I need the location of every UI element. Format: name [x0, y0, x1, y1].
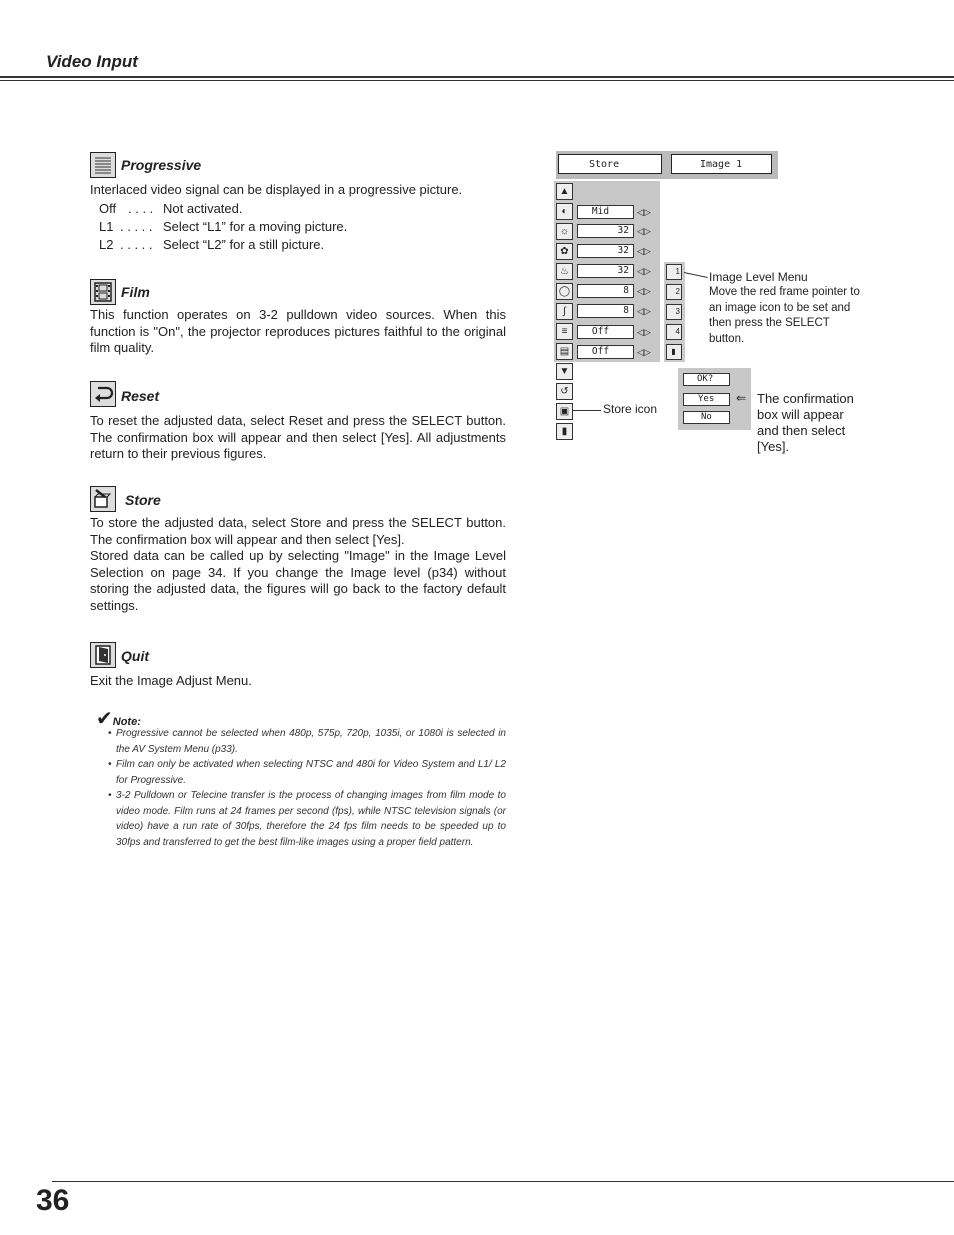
quit-title: Quit [121, 648, 149, 664]
progressive-option-l2-desc: Select “L2” for a still picture. [163, 237, 325, 252]
bullet-icon: • [108, 728, 112, 739]
progressive-title: Progressive [121, 157, 202, 173]
down-arrow-icon[interactable]: ▼ [556, 363, 573, 380]
confirmation-callout: The confirmation box will appear and then select [Yes]. [757, 391, 854, 454]
osd-value-field: Off [577, 345, 634, 359]
osd-top-bar [556, 151, 778, 179]
osd-value-field: 32 [577, 244, 634, 258]
film-title: Film [121, 284, 150, 300]
pointer-arrow-icon: ⇐ [736, 391, 747, 405]
progressive-option-l2-key: L2 [99, 237, 114, 252]
brightness-icon[interactable]: ☼ [556, 223, 573, 240]
progressive-option-off-key: Off [99, 201, 117, 216]
reset-icon[interactable]: ↺ [556, 383, 573, 400]
header-rule-thin [0, 80, 954, 81]
note-item-text: Progressive cannot be selected when 480p, 575p, 720p, 1035i, or 1080i is selected in the AV System Menu (p33). [116, 728, 506, 755]
progressive-option-l1-dots: . . . . . [120, 219, 153, 234]
osd-value-field: 8 [577, 284, 634, 298]
image-level-callout-title: Image Level Menu [709, 270, 808, 284]
progressive-icon[interactable]: ≡ [556, 323, 573, 340]
image-level-3-icon[interactable]: 3 [666, 304, 682, 320]
note-label: Note: [112, 716, 141, 728]
film-description: This function operates on 3-2 pulldown video sources. When this function is "On", the projector reproduces pictures faithful to the original film quality. [90, 307, 506, 355]
osd-value-field: 32 [577, 264, 634, 278]
progressive-option-off-dots: . . . . [128, 201, 154, 216]
adjust-arrows-icon[interactable]: ◁▷ [637, 246, 651, 256]
store-icon [90, 486, 116, 512]
adjust-arrows-icon[interactable]: ◁▷ [637, 226, 651, 236]
note-item-text: Film can only be activated when selecting NTSC and 480i for Video System and L1/ L2 for Progressive. [116, 759, 506, 786]
reset-description: To reset the adjusted data, select Reset and press the SELECT button. The confirmation box will appear and then select [Yes]. All adjustments return to their previous figures. [90, 413, 506, 461]
store-description-1: To store the adjusted data, select Store and press the SELECT button. The confirmation box will appear and then select [Yes]. [90, 515, 506, 547]
osd-value-field: Off [577, 325, 634, 339]
osd-value-field: 32 [577, 224, 634, 238]
reset-icon [90, 381, 116, 407]
footer-rule [52, 1181, 954, 1182]
page-header-title: Video Input [46, 52, 138, 71]
progressive-icon [90, 152, 116, 178]
adjust-arrows-icon[interactable]: ◁▷ [637, 207, 651, 217]
osd-store-button[interactable]: Store [558, 154, 662, 174]
up-arrow-icon[interactable]: ▲ [556, 183, 573, 200]
store-description-2: Stored data can be called up by selecting "Image" in the Image Level Selection on page 34. If you change the Image level (p34) without storing the adjusted data, the figures will go back to the factory default settings. [90, 548, 506, 613]
tint-icon[interactable]: ♨ [556, 263, 573, 280]
progressive-option-l1-key: L1 [99, 219, 114, 234]
image-level-callout-text: Move the red frame pointer to an image icon to be set and then press the SELECT button. [709, 286, 860, 345]
note-item [108, 788, 506, 850]
quit-description: Exit the Image Adjust Menu. [90, 673, 252, 688]
white-balance-icon[interactable]: ◯ [556, 283, 573, 300]
image-level-2-icon[interactable]: 2 [666, 284, 682, 300]
confirm-no-button[interactable]: No [683, 411, 730, 424]
note-item [108, 757, 506, 788]
adjust-arrows-icon[interactable]: ◁▷ [637, 286, 651, 296]
note-item-text: 3-2 Pulldown or Telecine transfer is the process of changing images from film mode to video mode. Film runs at 24 frames per second (fps), while NTSC television signals (or video) have a run rate of 30fps, therefore the 24 fps film needs to be speeded up to 30fps and transferred to get the best film-like images using a proper field pattern. [116, 790, 506, 848]
quit-icon[interactable]: ▮ [556, 423, 573, 440]
reset-title: Reset [121, 388, 160, 404]
leader-line [573, 410, 601, 411]
store-icon[interactable]: ▣ [556, 403, 573, 420]
sharpness-icon[interactable]: ∫ [556, 303, 573, 320]
image-level-4-icon[interactable]: 4 [666, 324, 682, 340]
adjust-arrows-icon[interactable]: ◁▷ [637, 327, 651, 337]
contrast-icon[interactable]: ◐ [556, 203, 573, 220]
checkmark-icon: ✔ [96, 708, 113, 730]
bullet-icon: • [108, 790, 112, 801]
confirm-ok-label: OK? [683, 373, 730, 386]
progressive-option-l2-dots: . . . . . [120, 237, 153, 252]
store-title: Store [125, 492, 161, 508]
film-icon [90, 279, 116, 305]
progressive-description: Interlaced video signal can be displayed in a progressive picture. [90, 182, 463, 197]
film-icon[interactable]: ▤ [556, 343, 573, 360]
quit-icon [90, 642, 116, 668]
header-rule [0, 76, 954, 78]
adjust-arrows-icon[interactable]: ◁▷ [637, 306, 651, 316]
bullet-icon: • [108, 759, 112, 770]
osd-value-field: Mid [577, 205, 634, 219]
osd-image-button[interactable]: Image 1 [671, 154, 772, 174]
leader-line [684, 272, 708, 278]
adjust-arrows-icon[interactable]: ◁▷ [637, 266, 651, 276]
color-icon[interactable]: ✿ [556, 243, 573, 260]
page-number: 36 [36, 1184, 70, 1217]
osd-value-field: 8 [577, 304, 634, 318]
image-level-quit-icon[interactable]: ▮ [666, 344, 682, 360]
image-level-1-icon[interactable]: 1 [666, 264, 682, 280]
progressive-option-l1-desc: Select “L1” for a moving picture. [163, 219, 348, 234]
progressive-option-off-desc: Not activated. [163, 201, 243, 216]
confirm-yes-button[interactable]: Yes [683, 393, 730, 406]
note-item [108, 726, 506, 757]
confirmation-box [678, 368, 751, 430]
adjust-arrows-icon[interactable]: ◁▷ [637, 347, 651, 357]
store-icon-callout: Store icon [603, 402, 658, 416]
